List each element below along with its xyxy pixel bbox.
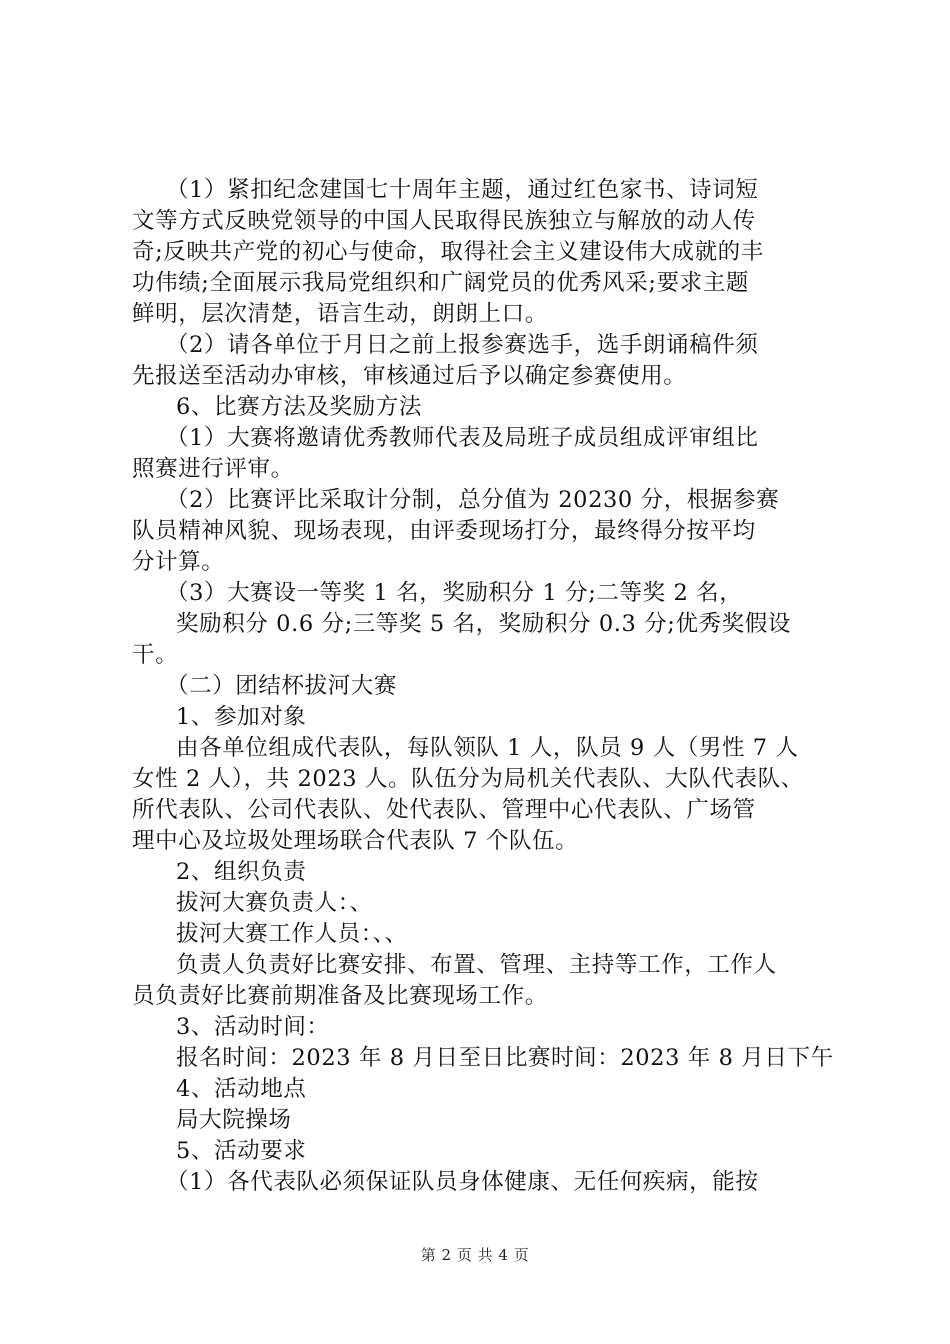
- paragraph-line: （1）大赛将邀请优秀教师代表及局班子成员组成评审组比: [166, 425, 759, 451]
- section-heading: 1、参加对象: [176, 704, 307, 730]
- paragraph-line: 先报送至活动办审核，审核通过后予以确定参赛使用。: [132, 363, 687, 389]
- paragraph-line: 所代表队、公司代表队、处代表队、管理中心代表队、广场管: [132, 797, 756, 823]
- paragraph-line: （1）紧扣纪念建国七十周年主题，通过红色家书、诗词短: [166, 177, 759, 203]
- paragraph-line: （1）各代表队必须保证队员身体健康、无任何疾病，能按: [166, 1169, 759, 1195]
- paragraph-line: 由各单位组成代表队，每队领队 1 人，队员 9 人（男性 7 人: [176, 735, 799, 761]
- section-heading: 3、活动时间：: [176, 1014, 330, 1040]
- paragraph-line: （2）比赛评比采取计分制，总分值为 20230 分，根据参赛: [166, 487, 780, 513]
- section-heading: 5、活动要求: [176, 1138, 307, 1164]
- paragraph-line: 鲜明，层次清楚，语言生动，朗朗上口。: [132, 301, 548, 327]
- paragraph-line: 奇;反映共产党的初心与使命，取得社会主义建设伟大成就的丰: [132, 239, 764, 265]
- paragraph-line: 理中心及垃圾处理场联合代表队 7 个队伍。: [132, 828, 579, 854]
- paragraph-line: 女性 2 人），共 2023 人。队伍分为局机关代表队、大队代表队、: [132, 766, 804, 792]
- paragraph-line: 文等方式反映党领导的中国人民取得民族独立与解放的动人传: [132, 208, 756, 234]
- section-heading: 4、活动地点: [176, 1076, 307, 1102]
- paragraph-line: 干。: [132, 642, 179, 668]
- section-heading: （二）团结杯拔河大赛: [166, 673, 398, 699]
- paragraph-line: 分计算。: [132, 549, 225, 575]
- paragraph-line: 负责人负责好比赛安排、布置、管理、主持等工作，工作人: [176, 952, 777, 978]
- paragraph-line: 奖励积分 0.6 分;三等奖 5 名，奖励积分 0.3 分;优秀奖假设: [176, 611, 791, 637]
- section-heading: 6、比赛方法及奖励方法: [176, 394, 422, 420]
- paragraph-line: 局大院操场: [176, 1107, 292, 1133]
- paragraph-line: 拔河大赛工作人员：、、: [176, 921, 408, 947]
- paragraph-line: 队员精神风貌、现场表现，由评委现场打分，最终得分按平均: [132, 518, 756, 544]
- paragraph-line: 功伟绩;全面展示我局党组织和广阔党员的优秀风采;要求主题: [132, 270, 749, 296]
- paragraph-line: 照赛进行评审。: [132, 456, 294, 482]
- paragraph-line: （2）请各单位于月日之前上报参赛选手，选手朗诵稿件须: [166, 332, 759, 358]
- section-heading: 2、组织负责: [176, 859, 307, 885]
- paragraph-line: 员负责好比赛前期准备及比赛现场工作。: [132, 983, 548, 1009]
- paragraph-line: （3）大赛设一等奖 1 名，奖励积分 1 分;二等奖 2 名，: [166, 580, 743, 606]
- paragraph-line: 拔河大赛负责人：、: [176, 890, 373, 916]
- page-number-footer: 第 2 页 共 4 页: [420, 1246, 530, 1264]
- paragraph-line: 报名时间：2023 年 8 月日至日比赛时间：2023 年 8 月日下午: [176, 1045, 834, 1071]
